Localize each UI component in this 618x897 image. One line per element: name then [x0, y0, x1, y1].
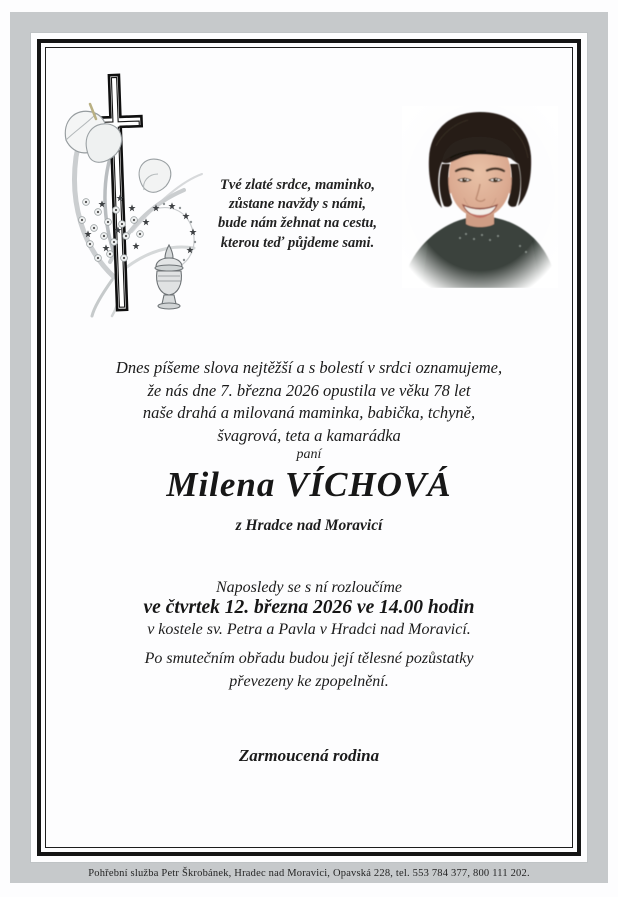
honorific-title: paní: [296, 447, 322, 462]
urn-icon: [155, 245, 183, 309]
funeral-service-footer: Pohřební služba Petr Škrobánek, Hradec nad Moravici, Opavská 228, tel. 553 784 377, 800 111 202.: [88, 867, 530, 879]
farewell-intro: Naposledy se s ní rozloučíme: [215, 579, 403, 596]
cremation-note: [60, 648, 558, 693]
poem-line: zůstane navždy s námi,: [229, 196, 366, 213]
farewell-datetime: ve čtvrtek 12. března 2026 ve 14.00 hodin: [143, 597, 475, 618]
cremation-line: Po smutečním obřadu budou její tělesné pozůstatky: [144, 650, 474, 667]
cremation-line: převezeny ke zpopelnění.: [229, 672, 389, 690]
announcement-line: naše drahá a milovaná maminka, babička, tchyně,: [142, 403, 476, 422]
deceased-origin: z Hradce nad Moravicí: [235, 517, 383, 534]
cross-icon: [88, 74, 148, 311]
deceased-name: Milena VÍCHOVÁ: [166, 465, 452, 504]
announcement-text: [60, 357, 558, 447]
poem-line: Tvé zlaté srdce, maminko,: [219, 177, 376, 193]
family-signature: Zarmoucená rodina: [238, 746, 380, 765]
announcement-line: že nás dne 7. března 2026 opustila ve věku 78 let: [147, 380, 471, 400]
farewell-location: v kostele sv. Petra a Pavla v Hradci nad Moravicí.: [147, 621, 471, 638]
poem-line: kterou teď půjdeme sami.: [220, 234, 375, 251]
announcement-line: švagrová, teta a kamarádka: [217, 425, 401, 445]
poem-line: bude nám žehnat na cestu,: [217, 215, 378, 232]
announcement-line: Dnes píšeme slova nejtěžší a s bolestí v srdci oznamujeme,: [115, 358, 503, 377]
memorial-poem: [150, 176, 445, 253]
